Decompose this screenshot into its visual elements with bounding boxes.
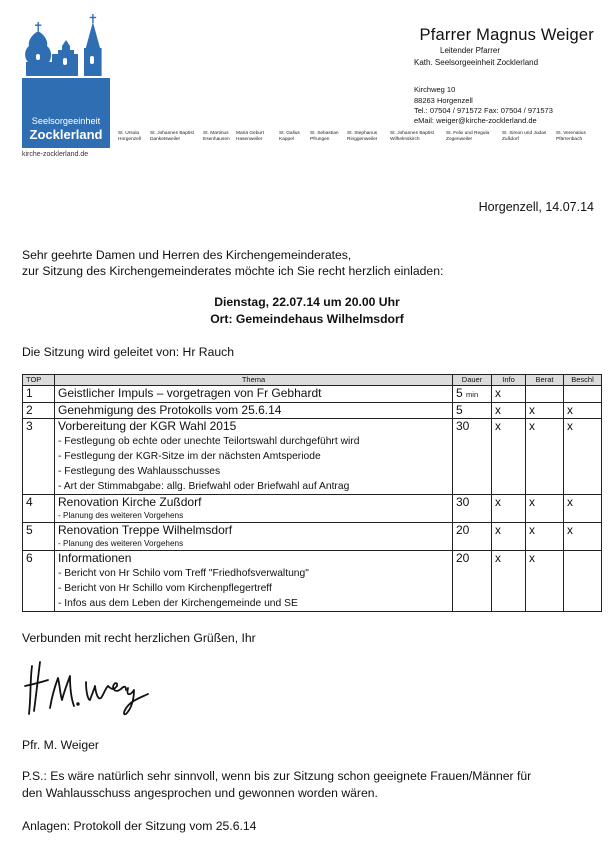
letter-date: Horgenzell, 14.07.14: [478, 200, 594, 214]
agenda-duration-unit: min: [466, 390, 479, 399]
signer-name: Pfr. M. Weiger: [22, 738, 99, 752]
parish-name: St. Felix und Regula: [446, 131, 490, 136]
agenda-subitem: - Festlegung des Wahlausschusses: [58, 466, 221, 477]
agenda-subitem: - Bericht von Hr Schilo vom Treff "Friedhofsverwaltung": [58, 568, 309, 579]
agenda-top-number: 4: [23, 495, 55, 523]
header-beschl: Beschl: [564, 375, 602, 386]
meeting-date: Dienstag, 22.07.14 um 20.00 Uhr: [214, 295, 400, 309]
agenda-berat-mark: x: [526, 495, 564, 523]
parish-entry: [347, 131, 377, 143]
agenda-topic-title: Genehmigung des Protokolls vom 25.6.14: [58, 403, 282, 417]
agenda-duration-value: 5: [456, 403, 463, 417]
header-berat: Berat: [526, 375, 564, 386]
agenda-topic: [55, 419, 453, 495]
agenda-info-mark: x: [492, 551, 526, 612]
sender-phone: Tel.: 07504 / 971572 Fax: 07504 / 971573: [414, 106, 553, 115]
agenda-row: [23, 386, 602, 403]
agenda-duration-value: 5: [456, 386, 463, 400]
parish-entry: [502, 131, 546, 143]
agenda-topic: [55, 403, 453, 419]
parish-entry: [446, 131, 489, 143]
sender-city: 88263 Horgenzell: [414, 96, 473, 105]
parish-name: St. Martinus: [203, 131, 229, 136]
agenda-duration: [453, 403, 492, 419]
agenda-duration-value: 20: [456, 523, 470, 537]
meeting-place: Ort: Gemeindehaus Wilhelmsdorf: [210, 312, 404, 326]
greeting-line-1: Sehr geehrte Damen und Herren des Kirchengemeinderates,: [22, 248, 352, 262]
agenda-subitem: - Art der Stimmabgabe: allg. Briefwahl oder Briefwahl auf Antrag: [58, 481, 350, 492]
parish-name: St. Johannes Baptist: [150, 131, 194, 136]
parish-place: Hasenweiler: [236, 137, 263, 142]
agenda-topic: [55, 523, 453, 551]
agenda-duration-value: 30: [456, 419, 470, 433]
parish-name: St. Stephanus: [347, 131, 378, 136]
parish-place: Zogenweiler: [446, 137, 473, 142]
website-url[interactable]: kirche-zocklerland.de: [22, 151, 89, 158]
agenda-duration-value: 20: [456, 551, 470, 565]
parish-entry: [236, 131, 264, 143]
agenda-info-mark: x: [492, 495, 526, 523]
parish-name: St. Johannes Baptist: [390, 131, 434, 136]
logo-line2: Zocklerland: [29, 127, 103, 142]
parish-entry: [310, 131, 339, 143]
agenda-topic: [55, 386, 453, 403]
postscript-line-1: P.S.: Es wäre natürlich sehr sinnvoll, wenn bis zur Sitzung schon geeignete Frauen/Männer für: [22, 769, 532, 783]
agenda-duration: [453, 523, 492, 551]
church-logo: [22, 14, 110, 148]
agenda-info-mark: x: [492, 386, 526, 403]
parish-place: Pfrungen: [310, 137, 330, 142]
agenda-topic-title: Renovation Treppe Wilhelmsdorf: [58, 523, 233, 537]
parish-place: Zußdorf: [502, 137, 519, 142]
header-top: TOP: [23, 375, 55, 386]
handwritten-signature: [22, 656, 152, 722]
agenda-top-number: 5: [23, 523, 55, 551]
agenda-beschl-mark: x: [564, 495, 602, 523]
agenda-top-number: 3: [23, 419, 55, 495]
agenda-info-mark: x: [492, 523, 526, 551]
parish-name: St. Verenatius: [556, 131, 586, 136]
parish-name: St. Ursula: [118, 131, 140, 136]
parish-entry: [203, 131, 230, 143]
agenda-subitem: - Bericht von Hr Schillo vom Kirchenpflegertreff: [58, 583, 272, 594]
parish-place: Esenhausen: [203, 137, 230, 142]
agenda-topic-title: Geistlicher Impuls – vorgetragen von Fr Gebhardt: [58, 386, 322, 400]
agenda-berat-mark: x: [526, 419, 564, 495]
agenda-top-number: 6: [23, 551, 55, 612]
agenda-row: [23, 495, 602, 523]
agenda-info-mark: x: [492, 419, 526, 495]
sender-unit: Kath. Seelsorgeeinheit Zocklerland: [414, 58, 539, 67]
agenda-topic-title: Informationen: [58, 551, 132, 565]
parish-place: Kappel: [279, 137, 294, 142]
header-info: Info: [492, 375, 526, 386]
agenda-berat-mark: [526, 386, 564, 403]
logo-line1: Seelsorgeeinheit: [31, 116, 101, 126]
agenda-duration: [453, 386, 492, 403]
parish-entry: [390, 131, 434, 143]
agenda-topic-title: Renovation Kirche Zußdorf: [58, 495, 202, 509]
parish-entry: [556, 131, 586, 143]
parish-entry: [118, 131, 141, 143]
sender-email: eMail: weiger@kirche-zocklerland.de: [414, 116, 537, 125]
agenda-berat-mark: x: [526, 523, 564, 551]
meeting-chair: Die Sitzung wird geleitet von: Hr Rauch: [22, 345, 235, 359]
agenda-subitem: - Infos aus dem Leben der Kirchengemeinde und SE: [58, 598, 298, 609]
agenda-berat-mark: x: [526, 403, 564, 419]
parish-entry: [150, 131, 194, 143]
parish-place: Pfärrenbach: [556, 137, 583, 142]
postscript-line-2: den Wahlausschuss angesprochen und gewonnen worden wären.: [22, 786, 378, 800]
greeting-line-2: zur Sitzung des Kirchengemeinderates möchte ich Sie recht herzlich einladen:: [22, 264, 444, 278]
agenda-topic-title: Vorbereitung der KGR Wahl 2015: [58, 419, 237, 433]
parish-name: St. Gallus: [279, 131, 300, 136]
agenda-row: [23, 403, 602, 419]
closing-line: Verbunden mit recht herzlichen Grüßen, Ihr: [22, 631, 256, 645]
sender-name: Pfarrer Magnus Weiger: [419, 26, 594, 44]
parish-name: St. Sebastian: [310, 131, 339, 136]
agenda-beschl-mark: [564, 386, 602, 403]
agenda-subitem: - Festlegung ob echte oder unechte Teilortswahl durchgeführt wird: [58, 436, 360, 447]
agenda-info-mark: x: [492, 403, 526, 419]
header-dauer: Dauer: [453, 375, 492, 386]
parish-name: Mariä Geburt: [236, 131, 264, 136]
parish-place: Wilhelmskirch: [390, 137, 420, 142]
agenda-duration-value: 30: [456, 495, 470, 509]
agenda-table: [22, 374, 602, 612]
agenda-top-number: 1: [23, 386, 55, 403]
sender-street: Kirchweg 10: [414, 85, 456, 94]
parish-place: Danketsweiler: [150, 137, 181, 142]
agenda-subitem: - Planung des weiteren Vorgehens: [58, 539, 184, 548]
parish-entry: [279, 131, 300, 143]
agenda-top-number: 2: [23, 403, 55, 419]
parish-place: Ringgenweiler: [347, 137, 378, 142]
agenda-row: [23, 551, 602, 612]
agenda-beschl-mark: x: [564, 403, 602, 419]
agenda-topic: [55, 551, 453, 612]
agenda-subitem: - Festlegung der KGR-Sitze im der nächsten Amtsperiode: [58, 451, 321, 462]
agenda-duration: [453, 419, 492, 495]
agenda-duration: [453, 495, 492, 523]
header-thema: Thema: [55, 375, 453, 386]
sender-role: Leitender Pfarrer: [440, 46, 501, 55]
agenda-row: [23, 523, 602, 551]
agenda-subitem: - Planung des weiteren Vorgehens: [58, 511, 184, 520]
agenda-beschl-mark: x: [564, 419, 602, 495]
agenda-beschl-mark: [564, 551, 602, 612]
agenda-beschl-mark: x: [564, 523, 602, 551]
agenda-duration: [453, 551, 492, 612]
attachments-line: Anlagen: Protokoll der Sitzung vom 25.6.14: [22, 819, 257, 833]
agenda-topic: [55, 495, 453, 523]
agenda-row: [23, 419, 602, 495]
parish-name: St. Simon und Judas: [502, 131, 547, 136]
agenda-berat-mark: x: [526, 551, 564, 612]
agenda-header-row: [23, 375, 602, 386]
parish-place: Horgenzell: [118, 137, 141, 142]
